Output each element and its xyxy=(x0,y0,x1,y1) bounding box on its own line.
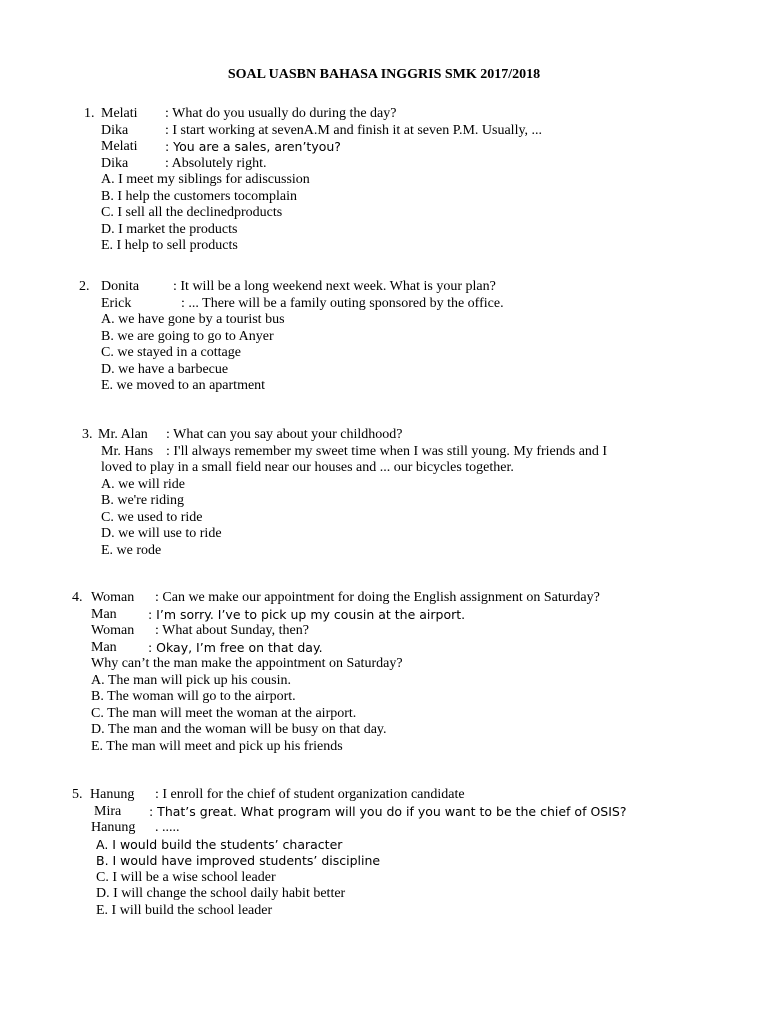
dialog-text: : That’s great. What program will you do if you want to be the chief of OSIS? xyxy=(149,803,627,819)
dialog-line xyxy=(82,444,607,461)
option-e[interactable]: E. I help to sell products xyxy=(101,238,238,253)
dialog-text: : What about Sunday, then? xyxy=(155,623,309,638)
dialog-text: loved to play in a small field near our houses and ... our bicycles together. xyxy=(101,460,514,475)
question-prompt xyxy=(72,656,600,673)
speaker-name: Mira xyxy=(94,803,122,819)
dialog-line xyxy=(72,640,600,657)
option-a[interactable]: A. we will ride xyxy=(101,476,185,492)
option-list xyxy=(72,673,600,756)
speaker-name: Man xyxy=(91,606,117,622)
speaker-name: Man xyxy=(91,639,117,655)
dialog-text: : I'll always remember my sweet time when I was still young. My friends and I xyxy=(166,443,608,459)
dialog-line xyxy=(84,123,542,140)
dialog-text: : Okay, I’m free on that day. xyxy=(148,639,323,655)
dialog-line xyxy=(72,820,626,837)
speaker-name: Melati xyxy=(101,106,138,121)
option-c[interactable]: C. The man will meet the woman at the airport. xyxy=(91,705,357,721)
option-c[interactable]: C. I sell all the declinedproducts xyxy=(101,205,283,220)
speaker-name: Dika xyxy=(101,122,129,138)
dialog-text: : Absolutely right. xyxy=(165,155,267,171)
option-d[interactable]: D. we have a barbecue xyxy=(101,361,229,377)
question-text: Why can’t the man make the appointment on Saturday? xyxy=(91,656,403,671)
dialog-line xyxy=(84,156,542,173)
dialog-text: : Can we make our appointment for doing the English assignment on Saturday? xyxy=(155,590,600,605)
option-a[interactable]: A. I would build the students’ character xyxy=(96,836,343,852)
question-number: 1. xyxy=(84,106,95,121)
speaker-name: Hanung xyxy=(90,787,135,802)
dialog-line xyxy=(84,106,542,123)
dialog-text: : ... There will be a family outing sponsored by the office. xyxy=(181,295,504,311)
option-c[interactable]: C. I will be a wise school leader xyxy=(96,869,276,885)
question-4 xyxy=(72,590,600,755)
option-b[interactable]: B. we're riding xyxy=(101,493,185,508)
dialog-text: : It will be a long weekend next week. What is your plan? xyxy=(173,279,496,294)
option-c[interactable]: C. we stayed in a cottage xyxy=(101,345,241,360)
dialog-text: : I start working at sevenA.M and finish it at seven P.M. Usually, ... xyxy=(165,122,543,138)
question-number: 3. xyxy=(82,427,93,442)
dialog-text: : I enroll for the chief of student organization candidate xyxy=(155,787,465,802)
option-a[interactable]: A. I meet my siblings for adiscussion xyxy=(101,172,310,187)
option-e[interactable]: E. we moved to an apartment xyxy=(101,378,266,393)
dialog-continuation xyxy=(82,460,607,477)
option-list xyxy=(82,477,607,560)
speaker-name: Donita xyxy=(101,279,140,294)
option-d[interactable]: D. I market the products xyxy=(101,221,238,237)
option-e[interactable]: E. The man will meet and pick up his friends xyxy=(91,738,343,754)
speaker-name: Dika xyxy=(101,155,129,171)
dialog-line xyxy=(84,139,542,156)
option-b[interactable]: B. I help the customers tocomplain xyxy=(101,188,297,204)
speaker-name: Mr. Hans xyxy=(101,443,154,459)
speaker-name: Mr. Alan xyxy=(98,427,148,442)
dialog-text: : What can you say about your childhood? xyxy=(166,427,403,442)
option-c[interactable]: C. we used to ride xyxy=(101,509,203,525)
option-list xyxy=(79,312,504,395)
dialog-line xyxy=(72,590,600,607)
option-d[interactable]: D. we will use to ride xyxy=(101,526,222,541)
option-e[interactable]: E. we rode xyxy=(101,542,162,558)
question-1 xyxy=(84,106,542,255)
speaker-name: Woman xyxy=(91,590,135,605)
option-b[interactable]: B. The woman will go to the airport. xyxy=(91,689,296,704)
dialog-line xyxy=(79,279,504,296)
option-e[interactable]: E. I will build the school leader xyxy=(96,902,273,918)
dialog-text: : You are a sales, aren’tyou? xyxy=(165,139,341,154)
dialog-line xyxy=(72,623,600,640)
option-list xyxy=(84,172,542,255)
question-number: 2. xyxy=(79,279,90,294)
option-b[interactable]: B. I would have improved students’ discipline xyxy=(96,853,381,868)
speaker-name: Melati xyxy=(101,139,138,154)
speaker-name: Hanung xyxy=(91,820,136,835)
option-d[interactable]: D. I will change the school daily habit better xyxy=(96,886,346,901)
dialog-line xyxy=(72,607,600,624)
dialog-text: : What do you usually do during the day? xyxy=(165,106,397,121)
dialog-text: : I’m sorry. I’ve to pick up my cousin at the airport. xyxy=(148,606,466,622)
option-d[interactable]: D. The man and the woman will be busy on that day. xyxy=(91,722,387,737)
question-number: 5. xyxy=(72,787,83,802)
dialog-line xyxy=(72,804,626,821)
option-b[interactable]: B. we are going to go to Anyer xyxy=(101,328,274,344)
page-title: SOAL UASBN BAHASA INGGRIS SMK 2017/2018 xyxy=(227,67,541,82)
speaker-name: Woman xyxy=(91,623,135,638)
question-number: 4. xyxy=(72,590,83,605)
dialog-line xyxy=(72,787,626,804)
dialog-line xyxy=(82,427,607,444)
dialog-text: . ..... xyxy=(155,820,180,835)
speaker-name: Erick xyxy=(101,295,132,311)
option-a[interactable]: A. we have gone by a tourist bus xyxy=(101,312,285,327)
question-3 xyxy=(82,427,607,559)
question-2 xyxy=(79,279,504,395)
option-list xyxy=(72,837,626,920)
option-a[interactable]: A. The man will pick up his cousin. xyxy=(91,672,291,688)
dialog-line xyxy=(79,296,504,313)
question-5 xyxy=(72,787,626,919)
